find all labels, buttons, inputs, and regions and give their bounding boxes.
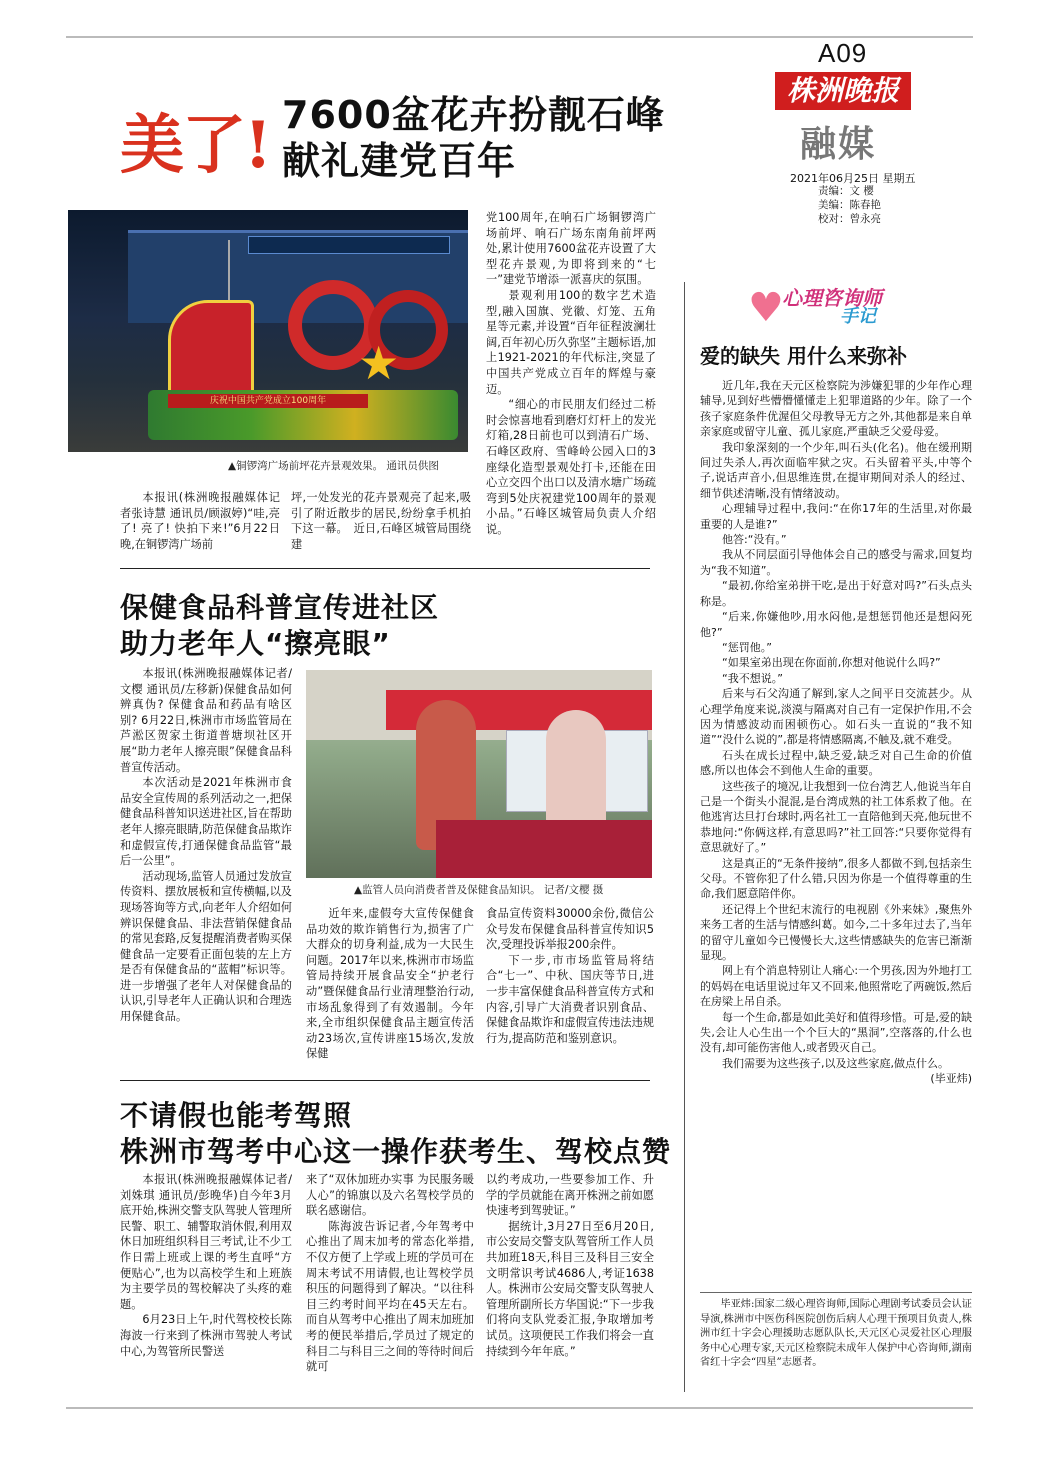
photo-caption: ▲铜锣湾广场前坪花卉景观效果。 通讯员供图 (228, 460, 439, 472)
article2-col2 (306, 906, 474, 1062)
title-line: 献礼建党百年 (282, 139, 517, 183)
article1-col1 (120, 490, 280, 552)
article3-title (120, 1098, 671, 1170)
body-paragraph: “细心的市民朋友们经过二桥时会惊喜地看到磨灯灯杆上的发光灯箱,28日前也可以到清石广场、石峰区政府、雪峰岭公园入口的3座绿化造型景观处打卡,还能在田心立交四个出口以及清水塘广场疏弯到5处庆祝建党100周年的景观小品。”石峰区城管局负责人介绍说。 (486, 398, 656, 536)
body-paragraph: 本报讯(株洲晚报融媒体记者/刘姝琪 通讯员/彭晚华)自今年3月底开始,株洲交警支队驾驶人管理所民警、职工、辅警取消休假,利用双休日加班组织科目三考试,让不少工作日需上班或上课的考生直呼“方便贴心”,也为以高校学生和上班族为主要学员的驾校解决了头疼的难题。 (120, 1173, 292, 1311)
signature: (毕亚炜) (930, 1072, 972, 1086)
article1-col3 (486, 210, 656, 537)
body-paragraph: 本次活动是2021年株洲市食品安全宣传周的系列活动之一,把保健食品科普知识送进社区,旨在帮助老年人擦亮眼睛,防范保健食品欺诈和虚假宣传,打通保健食品监管“最后一公里”。 (120, 776, 292, 868)
body-paragraph: 石头在成长过程中,缺乏爱,缺乏对自己生命的价值感,所以也体会不到他人生命的重要。 (700, 748, 972, 778)
building-sign (248, 236, 450, 254)
body-paragraph: 景观利用100的数字艺术造型,融入国旗、党徽、灯笼、五角星等元素,并设置“百年征程波澜壮阔,百年初心历久弥坚”主题标语,加上1921-2021的年代标注,突显了中国共产党成立百年的辉煌与豪迈。 (486, 288, 656, 396)
body-paragraph: 坪,一处发光的花卉景观亮了起来,吸引了附近散步的居民,纷纷拿手机拍下这一幕。 近日,石峰区城管局围绕建 (291, 491, 471, 551)
heart-icon: ♥ (748, 285, 784, 331)
body-paragraph: 据统计,3月27日至6月20日,市公安局交警支队驾管所工作人员共加班18天,科目三及科目三安全文明常识考试4686人,考证1638人。株洲市公安局交警支队驾驶人管理所副所长方华国说:“下一步我们将向支队党委汇报,争取增加考试员。这项便民工作我们将会一直持续到今年年底。” (486, 1219, 654, 1358)
title-line: 不请假也能考驾照 (120, 1099, 353, 1132)
flower-display-photo (68, 210, 468, 452)
title-line: 助力老年人“擦亮眼” (120, 627, 391, 660)
article2-title (120, 590, 439, 662)
body-paragraph: 这是真正的“无条件接纳”,很多人都做不到,包括亲生父母。不管你犯了什么错,只因为你是一个值得尊重的生命,我们愿意陪伴你。 (700, 856, 972, 901)
table (436, 820, 652, 878)
section-name: 融媒 (800, 123, 877, 165)
article3-col2 (306, 1172, 474, 1375)
editor-line: 校对：曾永亮 (818, 213, 881, 225)
photo-caption: ▲监管人员向消费者普及保健食品知识。 记者/文樱 摄 (354, 884, 604, 896)
body-paragraph: “后来,你嫌他吵,用水闷他,是想惩罚他还是想闷死他?” (700, 610, 972, 639)
title-line: 保健食品科普宣传进社区 (120, 591, 440, 624)
column-body (700, 378, 972, 1087)
body-paragraph: 还记得上个世纪末流行的电视剧《外来妹》,聚焦外来务工者的生活与情感纠葛。如今,二十多年过去了,当年的留守儿童如今已慢慢长大,这些情感缺失的危害已渐渐显现。 (700, 902, 972, 963)
body-paragraph: 党100周年,在响石广场铜锣湾广场前坪、响石广场东南角前坪两处,累计使用7600盆花卉设置了大型花卉景观,为即将到来的“七一”建党节增添一派喜庆的氛围。 (486, 211, 656, 287)
page-number: A09 (818, 38, 868, 68)
body-paragraph: 以约考成功,一些要参加工作、升学的学员就能在离开株洲之前如愿快速考到驾驶证。” (486, 1173, 654, 1218)
paper-name: 株洲晚报 (775, 72, 911, 110)
body-paragraph: “我不想说。” (722, 671, 783, 685)
article1-col2 (291, 490, 471, 552)
title-line: 7600盆花卉扮靓石峰 (282, 93, 665, 137)
article3-col1 (120, 1172, 292, 1359)
photo-sign: 庆祝中国共产党成立100周年 (168, 394, 368, 408)
number-1-flower (168, 300, 254, 396)
author-bio: 毕亚炜:国家二级心理咨询师,国际心理剧考试委员会认证导演,株洲市中医伤科医院创伤后病人心理干预项目负责人,株洲市红十字会心理援助志愿队队长,天元区心灵爱社区心理服务中心心理专家,天元区检察院未成年人保护中心咨询师,湖南省红十字会“四星”志愿者。 (700, 1299, 972, 1368)
article2-col1 (120, 666, 292, 1025)
body-paragraph: 下一步,市市场监管局将结合“七一”、中秋、国庆等节日,进一步丰富保健食品科普宣传方式和内容,引导广大消费者识别食品、保健食品欺诈和虚假宣传违法违规行为,提高防范和鉴别意识。 (486, 953, 654, 1045)
body-paragraph: 我印象深刻的一个少年,叫石头(化名)。他在缓刑期间过失杀人,再次面临牢狱之灾。石头留着平头,中等个子,说话声音小,但思维连贯,在提审期间对杀人的经过、细节供述清晰,没有情绪波动。 (700, 440, 972, 500)
body-paragraph: “惩罚他。” (722, 640, 772, 654)
body-paragraph: 活动现场,监管人员通过发放宣传资料、摆放展板和宣传横幅,以及现场答询等方式,向老年人介绍如何辨识保健食品、非法营销保健食品的常见套路,反复提醒消费者购买保健食品一定要看正面包装的左上方是否有保健食品的“蓝帽”标识等。进一步增强了老年人对保健食品的认识,引导老年人正确认识和合理选用保健食品。 (120, 869, 292, 1024)
badge-line: 手记 (840, 306, 876, 327)
editor-list (818, 184, 881, 226)
body-paragraph: “如果室弟出现在你面前,你想对他说什么吗?” (722, 656, 941, 670)
editor-line: 美编：陈春艳 (818, 199, 881, 211)
body-paragraph: 这些孩子的境况,让我想到一位台湾艺人,他说当年自己是一个街头小混混,是台湾成熟的社工体系救了他。在他逃宵达旦打台球时,两名社工一直陪他到天亮,他玩世不恭地问:“你俩这样,有意思吗?”社工回答:“只要你觉得有意思就好了。” (700, 779, 972, 855)
body-paragraph: 近几年,我在天元区检察院为涉嫌犯罪的少年作心理辅导,见到好些懵懵懂懂走上犯罪道路的少年。除了一个孩子家庭条件优渥但父母教导无方之外,其他都是来自单亲家庭或留守儿童、孤儿家庭,严重缺乏父爱母爱。 (700, 379, 972, 439)
body-paragraph: 每一个生命,都是如此美好和值得珍惜。可是,爱的缺失,会让人心生出一个个巨大的“黑洞”,空落落的,什么也没有,却可能伤害他人,或者毁灭自己。 (700, 1010, 972, 1055)
body-paragraph: 他答:“没有。” (722, 533, 787, 547)
person-staff (546, 710, 606, 830)
body-paragraph: 来了“双休加班办实事 为民服务暖人心”的锦旗以及六名驾校学员的联名感谢信。 (306, 1173, 474, 1218)
article3-col3 (486, 1172, 654, 1359)
badge-line: 心理咨询师 (782, 286, 882, 310)
body-paragraph: 陈海波告诉记者,今年驾考中心推出了周末加考的常态化举措,不仅方便了上学或上班的学员可在周末考试不用请假,也让驾校学员积压的问题得到了解决。“以往科目三约考时间平均在45天左右。而自从驾考中心推出了周末加班加考的便民举措后,学员过了规定的科目二与科目三之间的等待时间后就可 (306, 1219, 474, 1374)
title-line: 株洲市驾考中心这一操作获考生、驾校点赞 (120, 1135, 672, 1168)
body-paragraph: 我们需要为这些孩子,以及这些家庭,做点什么。 (722, 1056, 949, 1070)
body-paragraph: 食品宣传资料30000余份,微信公众号发布保健食品科普宣传知识5次,受理投诉举报200余件。 (486, 907, 654, 952)
body-paragraph: 本报讯(株洲晚报融媒体记者张诗慧 通讯员/顾淑婷)“哇,亮了! 亮了! 快拍下来!”6月22日晚,在铜锣湾广场前 (120, 491, 280, 551)
article1-title (282, 92, 665, 184)
body-paragraph: 本报讯(株洲晚报融媒体记者/文樱 通讯员/左移新)保健食品如何辨真伪? 保健食品和药品有啥区别? 6月22日,株洲市市场监管局在芦淞区贺家土街道普塘坝社区开展“助力老年人擦亮眼”保健食品科普宣传活动。 (120, 667, 292, 774)
article2-col3 (486, 906, 654, 1046)
body-paragraph: 网上有个消息特别让人痛心:一个男孩,因为外地打工的妈妈在电话里说过年又不回来,他照常吃了两碗饭,然后在房梁上吊自杀。 (700, 964, 972, 1009)
star-icon: ★ (358, 336, 400, 390)
body-paragraph: 心理辅导过程中,我问:“在你17年的生活里,对你最重要的人是谁?” (700, 502, 972, 531)
body-paragraph: 我从不同层面引导他体会自己的感受与需求,回复均为“我不知道”。 (700, 548, 972, 577)
health-food-event-photo (306, 670, 652, 878)
body-paragraph: 后来与石父沟通了解到,家人之间平日交流甚少。从心理学角度来说,淡漠与隔离对自己有一定保护作用,不会因为情感波动而困顿伤心。如石头一直说的“我不知道”“没什么说的”,都是将情感隔离,不触及,就不难受。 (700, 687, 972, 747)
body-paragraph: 近年来,虚假夸大宣传保健食品功效的欺诈销售行为,损害了广大群众的切身利益,成为一大民生问题。2017年以来,株洲市市场监管局持续开展食品安全“护老行动”暨保健食品行业清理整治行动,市场乱象得到了有效遏制。今年来,全市组织保健食品主题宣传活动23场次,宣传讲座15场次,发放保健 (306, 907, 474, 1061)
body-paragraph: “最初,你给室弟拼干吃,是出于好意对吗?”石头点头称是。 (700, 579, 972, 608)
editor-line: 责编：文 樱 (818, 185, 874, 197)
column-badge (748, 282, 908, 331)
body-paragraph: 6月23日上午,时代驾校校长陈海波一行来到了株洲市驾驶人考试中心,为驾管所民警送 (120, 1313, 292, 1358)
headline-prefix: 美了! (120, 108, 271, 183)
column-title: 爱的缺失 用什么来弥补 (700, 344, 907, 368)
date-line: 2021年06月25日 星期五 (790, 172, 916, 185)
